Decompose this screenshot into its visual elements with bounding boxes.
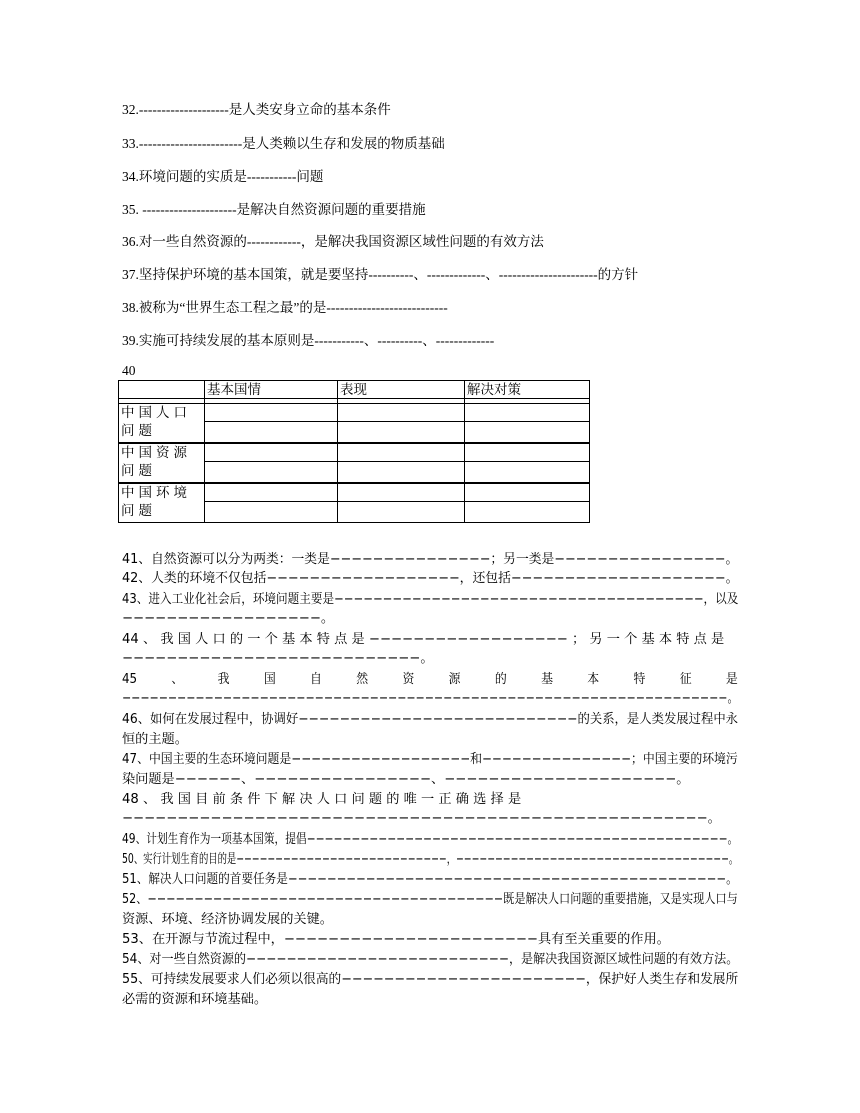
table-row-environment: 中国环境问题 [119,483,205,523]
question-51: 51、解决人口问题的首要任务是−−−−−−−−−−−−−−−−−−−−−−−−−−−−−−−−−−−−−−−−−−−−−。 [122,872,738,887]
question-52: 52、−−−−−−−−−−−−−−−−−−−−−−−−−−−−−−−−−−−−−−既是解决人口问题的重要措施，又是实现人口与 [122,892,738,907]
question-40-table [118,380,590,523]
question-45-continued: −−−−−−−−−−−−−−−−−−−−−−−−−−−−−−−−−−−−−−−−−−−−−−−−−−−−−−−−−−−−−−−−−−。 [122,691,739,706]
question-36: 36.对一些自然资源的------------，是解决我国资源区域性问题的有效方法 [122,234,544,249]
question-46: 46、如何在发展过程中，协调好−−−−−−−−−−−−−−−−−−−−−−−−−−−的关系，是人类发展过程中永 [122,712,739,727]
question-50: 50、实行计划生育的目的是−−−−−−−−−−−−−−−−−−−−−−−−−−−，−−−−−−−−−−−−−−−−−−−−−−−−−−−−−−−−−−−。 [122,852,739,867]
question-52-continued: 资源、环境、经济协调发展的关键。 [122,912,333,927]
question-32: 32.--------------------是人类安身立命的基本条件 [122,102,391,117]
question-46-continued: 恒的主题。 [122,732,188,747]
question-37: 37.坚持保护环境的基本国策，就是要坚持----------、-------------、----------------------的方针 [122,267,639,282]
question-44-continued: −−−−−−−−−−−−−−−−−−−−−−−−−−−。 [122,651,434,666]
question-42: 42、人类的环境不仅包括−−−−−−−−−−−−−−−−−−，还包括−−−−−−−−−−−−−−−−−−−−。 [122,571,739,586]
question-38: 38.被称为“世界生态工程之最”的是--------------------------- [122,300,448,315]
table-header-basic-condition: 基本国情 [205,381,338,399]
question-53: 53、在开源与节流过程中，−−−−−−−−−−−−−−−−−−−−−−−具有至关重要的作用。 [122,932,670,947]
question-43: 43、进入工业化社会后，环境问题主要是−−−−−−−−−−−−−−−−−−−−−−−−−−−−−−−−−−−−−−，以及 [122,592,739,607]
question-40-number: 40 [122,363,136,378]
table-row-population: 中国人口问题 [119,404,205,444]
table-header-empty [119,381,205,399]
question-44: 44 、 我 国 人 口 的 一 个 基 本 特 点 是 −−−−−−−−−−−−−−−−−− ； 另 一 个 基 本 特 点 是 [122,632,725,647]
question-48-continued: −−−−−−−−−−−−−−−−−−−−−−−−−−−−−−−−−−−−−−−−−−−−−−−−−−−−−。 [122,811,721,826]
question-45: 45 、 我 国 自 然 资 源 的 基 本 特 征 是 [122,672,738,687]
question-48: 48 、 我 国 目 前 条 件 下 解 决 人 口 问 题 的 唯 一 正 确 选 择 是 [122,792,522,807]
question-41: 41、自然资源可以分为两类：一类是−−−−−−−−−−−−−−−；另一类是−−−−−−−−−−−−−−−−。 [122,552,739,567]
question-34: 34.环境问题的实质是-----------问题 [122,169,324,184]
table-header-manifestation: 表现 [338,381,465,399]
question-43-continued: −−−−−−−−−−−−−−−−−−。 [122,611,335,626]
question-54: 54、对一些自然资源的−−−−−−−−−−−−−−−−−−−−−−−−−−，是解决我国资源区域性问题的有效方法。 [122,952,739,967]
table-row-resources: 中国资源问题 [119,443,205,483]
question-35: 35. ---------------------是解决自然资源问题的重要措施 [122,202,426,217]
question-33: 33.-----------------------是人类赖以生存和发展的物质基础 [122,136,445,151]
question-55: 55、可持续发展要求人们必须以很高的−−−−−−−−−−−−−−−−−−−−−−−，保护好人类生存和发展所 [122,972,739,987]
table-header-solution: 解决对策 [465,381,590,399]
question-55-continued: 必需的资源和环境基础。 [122,992,268,1007]
question-49: 49、计划生育作为一项基本国策，提倡−−−−−−−−−−−−−−−−−−−−−−−−−−−−−−−−−−−−−−−−−−−−−−−。 [122,832,739,847]
question-39: 39.实施可持续发展的基本原则是-----------、----------、------------- [122,333,495,348]
question-47-continued: 染问题是−−−−−−、−−−−−−−−−−−−−−−−、−−−−−−−−−−−−−−−−−−−−−。 [122,772,690,787]
question-47: 47、中国主要的生态环境问题是−−−−−−−−−−−−−−−−−−和−−−−−−−−−−−−−−−；中国主要的环境污 [122,752,738,767]
